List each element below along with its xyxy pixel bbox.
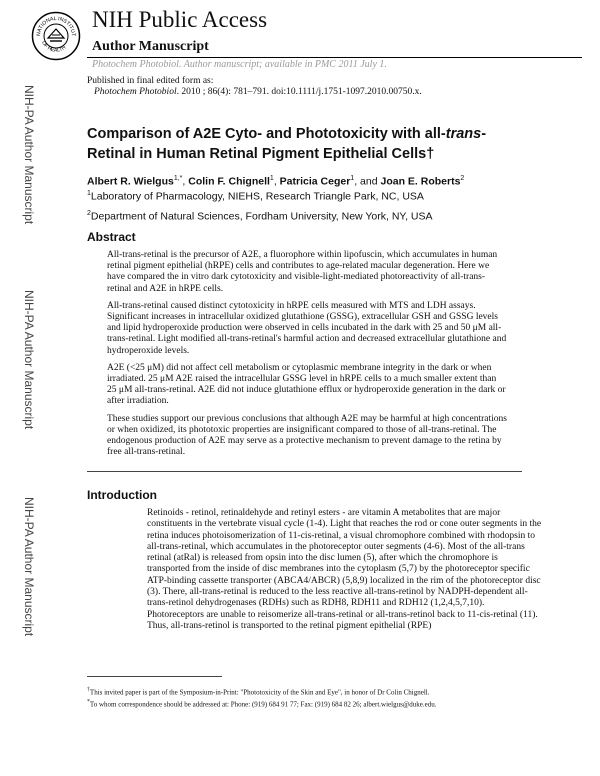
author-sup: 1 <box>350 175 355 182</box>
citation <box>94 86 422 98</box>
nih-public-access-title: NIH Public Access <box>92 7 268 32</box>
author-name: Colin F. Chignell <box>188 175 270 188</box>
sidebar-label: NIH-PA Author Manuscript <box>22 85 36 225</box>
sidebar-label: NIH-PA Author Manuscript <box>22 290 36 430</box>
affiliation-sup: 1 <box>87 190 91 197</box>
footnote <box>87 698 436 709</box>
author-sup: 1,* <box>173 175 183 182</box>
footnote-mark: * <box>87 699 90 705</box>
author-manuscript-subtitle: Author Manuscript <box>92 39 209 54</box>
footnote-mark: † <box>87 687 90 693</box>
note-journal: Photochem Photobiol <box>92 59 179 70</box>
footnote-text: This invited paper is part of the Symposium-in-Print: "Phototoxicity of the Skin and Eye", in honor of Dr Colin Chignell. <box>89 688 430 697</box>
title-part: -Retinal in Human Retinal Pigment Epithelial Cells <box>87 126 487 162</box>
author-name: Albert R. Wielgus <box>87 175 174 188</box>
affiliation-text: Laboratory of Pharmacology, NIEHS, Research Triangle Park, NC, USA <box>90 190 424 203</box>
abstract-body <box>107 250 507 464</box>
author-name: Joan E. Roberts <box>380 175 461 188</box>
citation-journal: Photochem Photobiol <box>94 87 177 97</box>
author-separator: , <box>273 175 280 188</box>
affiliation <box>87 187 424 204</box>
availability-note <box>92 58 387 71</box>
title-footnote-mark: † <box>426 146 435 162</box>
note-rest: . Author manuscript; available in PMC 2011 July 1. <box>178 59 387 70</box>
footnote <box>87 686 429 697</box>
abstract-paragraph: A2E (<25 μM) did not affect cell metabolism or cytoplasmic membrane integrity in the dark or when irradiated. 25 μM A2E raised the intracellular GSSG level in hRPE cells to a much smaller extent than 25 μM all-trans-retinal. A2E did not induce glutathione efflux or hydroperoxide generation in the dark or after irradiation. <box>107 362 506 407</box>
author-name: Patricia Ceger <box>279 175 351 188</box>
abstract-paragraph: All-trans-retinal caused distinct cytotoxicity in hRPE cells measured with MTS and LDH assays. Significant increases in intracellular oxidized glutathione (GSSG), extracellular GSH and GSSG levels and lipid hydroperoxide production were observed in cells incubated in the dark with 25 and 50 μM all-trans-retinal. Light modified all-trans-retinal's harmful action and decreased extracellular glutathione and hydroperoxide levels. <box>107 300 507 356</box>
paper-title <box>87 124 507 164</box>
footnote-divider <box>87 676 222 677</box>
affiliation <box>87 207 433 224</box>
author-separator: , and <box>354 175 381 188</box>
abstract-paragraph: All-trans-retinal is the precursor of A2E, a fluorophore within lipofuscin, which accumulates in human retinal pigment epithelial (hRPE) cells and contributes to age-related macular degeneration. Here we have compared the in vitro dark cytotoxicity and visible-light-mediated photoreactivity of all-trans-retinal and A2E in hRPE cells. <box>107 250 498 294</box>
nih-seal-logo <box>31 11 81 61</box>
abstract-divider <box>87 471 522 472</box>
footnote-text: To whom correspondence should be addressed at: Phone: (919) 684 91 77; Fax: (919) 684 82 26; albert.wielgus@duke.edu. <box>89 700 437 709</box>
sidebar-label: NIH-PA Author Manuscript <box>22 497 36 637</box>
svg-text:NATIONAL INSTITUTES: NATIONAL INSTITUT <box>35 15 77 37</box>
introduction-heading: Introduction <box>87 488 157 502</box>
abstract-paragraph: These studies support our previous conclusions that although A2E may be harmful at high concentrations or when oxidized, its phototoxic properties are insignificant compared to those of all-trans-retinal. The endogenous production of A2E may serve as a protective mechanism to prevent damage to the retina by free all-trans-retinal. <box>107 413 507 458</box>
published-label: Published in final edited form as: <box>87 76 214 86</box>
introduction-paragraph: Retinoids - retinol, retinaldehyde and retinyl esters - are vitamin A metabolites that are major constituents in the vertebrate visual cycle (1-4). Light that reaches the rod or cone outer segments in the retina induces photoisomerization of 11-cis-retinal, a visual chromophore combined with rhodopsin to all-trans-retinal, which accumulates in the photoreceptor outer segments (4-6). Most of the all-trans retinal (atRal) is released from opsin into the disc lumen (5), after which the chromophore is transported from the inside of disc membranes into the cytoplasm (5,7) by the photoreceptor specific ATP-binding cassette transporter (ABCA4/ABCR) (5,8,9) localized in the rim of the photoreceptor disc (3). There, all-trans-retinal is reduced to the less reactive all-trans-retinol by NADPH-dependent all-trans-retinol dehydrogenases (RDHs) such as RDH8, RDH11 and RDH12 (1,2,4,5,7,10). Photoreceptors are unable to reisomerize all-trans-retinal or all-trans-retinol back to 11-cis-retinal (11). Thus, all-trans-retinol is transported to the retinal pigment epithelial (RPE) <box>147 508 542 631</box>
abstract-heading: Abstract <box>87 230 136 244</box>
title-trans: trans <box>445 126 482 142</box>
author-sup: 2 <box>460 175 465 182</box>
affiliation-text: Department of Natural Sciences, Fordham University, New York, NY, USA <box>90 210 433 223</box>
title-part: Comparison of A2E Cyto- and Phototoxicity with all- <box>87 126 446 142</box>
author-separator: , <box>182 175 189 188</box>
svg-text:OF HEALTH: OF HEALTH <box>40 40 68 54</box>
author-sup: 1 <box>269 175 274 182</box>
affiliation-sup: 2 <box>87 210 91 217</box>
citation-details: . 2010 ; 86(4): 781–791. doi:10.1111/j.1751-1097.2010.00750.x. <box>176 87 422 97</box>
